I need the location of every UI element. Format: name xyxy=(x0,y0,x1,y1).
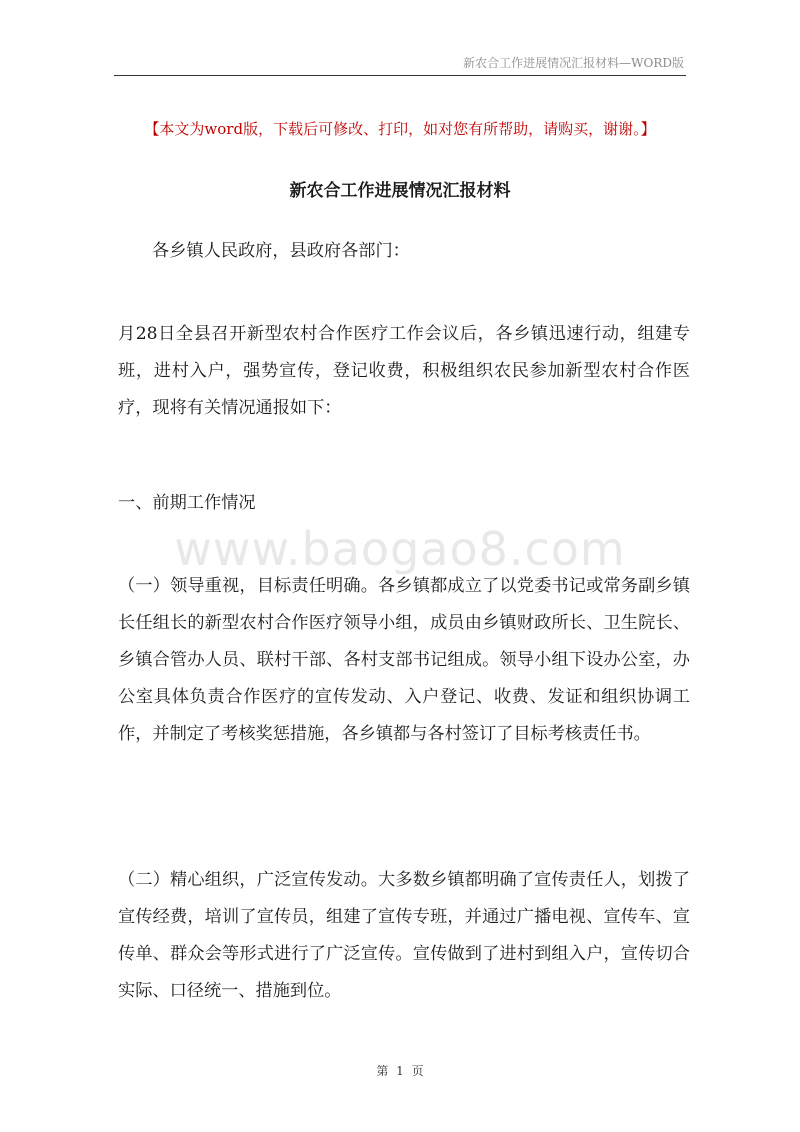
body-paragraph-1: （一）领导重视，目标责任明确。各乡镇都成立了以党委书记或常务副乡镇长任组长的新型农村合作医疗领导小组，成员由乡镇财政所长、卫生院长、乡镇合管办人员、联村干部、各村支部书记组成。领导小组下设办公室，办公室具体负责合作医疗的宣传发动、入户登记、收费、发证和组织协调工作，并制定了考核奖惩措施，各乡镇都与各村签订了目标考核责任书。 xyxy=(118,576,690,744)
watermark: www.baogao8.com xyxy=(174,522,626,576)
greeting-line: 各乡镇人民政府，县政府各部门： xyxy=(152,241,410,261)
body-paragraph-2: （二）精心组织，广泛宣传发动。大多数乡镇都明确了宣传责任人，划拨了宣传经费，培训了宣传员，组建了宣传专班，并通过广播电视、宣传车、宣传单、群众会等形式进行了广泛宣传。宣传做到了进村到组入户，宣传切合实际、口径统一、措施到位。 xyxy=(118,870,690,1001)
header-divider xyxy=(114,75,686,76)
footer-suffix: 页 xyxy=(411,1064,424,1078)
intro-paragraph: 月28日全县召开新型农村合作医疗工作会议后，各乡镇迅速行动，组建专班，进村入户，强势宣传，登记收费，积极组织农民参加新型农村合作医疗，现将有关情况通报如下： xyxy=(118,324,690,418)
document-title: 新农合工作进展情况汇报材料 xyxy=(289,181,511,201)
footer-prefix: 第 xyxy=(376,1064,389,1078)
page-footer xyxy=(0,1062,800,1079)
section-heading: 一、前期工作情况 xyxy=(118,493,256,513)
page-number: 1 xyxy=(396,1064,404,1078)
purchase-notice: 【本文为word版，下载后可修改、打印，如对您有所帮助，请购买，谢谢。】 xyxy=(144,120,656,138)
page-header-title: 新农合工作进展情况汇报材料—WORD版 xyxy=(463,56,684,70)
